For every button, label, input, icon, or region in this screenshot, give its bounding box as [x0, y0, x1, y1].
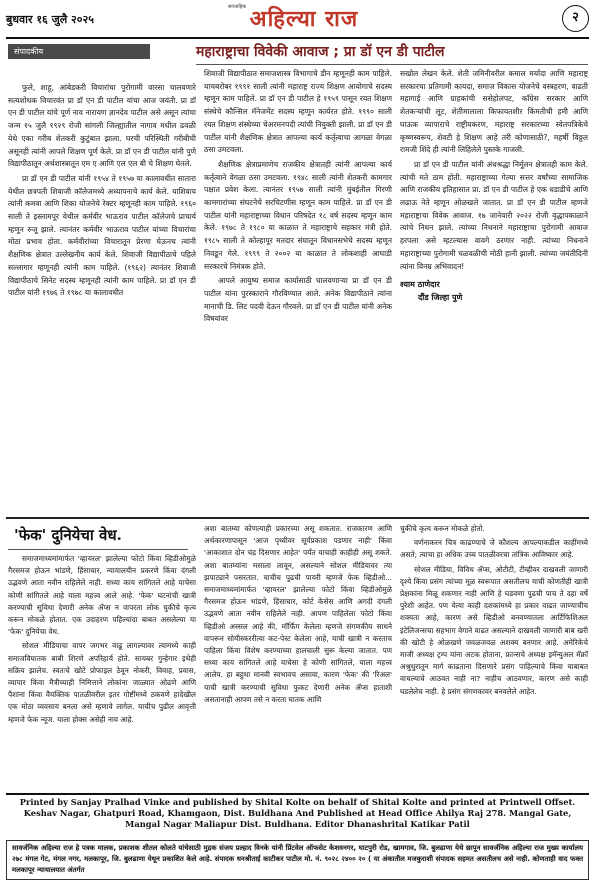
- imprint-line: Mangal Nagar Maliapur Dist. Buldhana. Editor Dhanashrital Katikar Patil: [125, 819, 470, 830]
- imprint-line: Keshav Nagar, Ghatpuri Road, Khamgaon, Dist. Buldhana And Published at Head Office Ahilya Raj 278. Mangal Gate,: [23, 808, 572, 819]
- paragraph: प्रा डॉ एन डी पाटील यांनी अंधश्रद्धा निर्मूलन क्षेत्रातही काम केले. त्यांची मते ठाम होती. महाराष्ट्राच्या गेल्या सत्तर वर्षांच्या सामाजिक आणि राजकीय इतिहासात प्रा. डॉ एन डी पाटील हे एक धडाडीचे आणि लढाऊ नेते म्हणून ओळखले जातात. प्रा डॉ एन डी पाटील म्हणजे महाराष्ट्राचा विवेक आवाज. १७ जानेवारी २०२२ रोजी वृद्धापकाळाने त्यांचे निधन झाले. त्यांच्या निधनाने महाराष्ट्राचा पुरोगामी आवाज हरपला असे म्हटल्यास वावगे ठरणार नाही. त्यांच्या निधनाने महाराष्ट्राच्या पुरोगामी चळवळीची मोठी हानी झाली. त्यांच्या जयंतीदिनी त्यांना विनम्र अभिवादन!: [400, 159, 588, 271]
- newspaper-logo: [224, 3, 384, 35]
- editorial-headline: महाराष्ट्राचा विवेकी आवाज ; प्रा डॉ एन डी पाटील: [196, 44, 445, 60]
- article-column-2: [204, 523, 392, 789]
- paragraph: आपले आयुष्य समाज कार्यासाठी घालवणाऱ्या प्रा डॉ एन डी पाटील यांना पुरस्काराने गौरविण्यात आले. अनेक विद्यापीठाने त्यांना मानाची डि. लिट पदवी देऊन गौरवले. प्रा डॉ एन डी पाटील यांनी अनेक विषयांवर: [204, 276, 392, 324]
- editorial-column-1: [8, 68, 196, 514]
- article-body: [8, 524, 588, 789]
- headline-divider: [196, 64, 588, 65]
- paragraph: सखोल लेखन केले. शेती जमिनीवरील कमाल मर्यादा आणि महाराष्ट्र सरकारचा प्रतिगामी कायदा, समाज विकास योजनेचे वस्त्रहरण, वाढती महागाई आणि ग्राहकांची ससेहोलपट, कॉंग्रेस सरकार आणि शेतकऱ्यांची लूट, शेतीमालाला किफायतशीर किंमतीची हमी आणि घाऊक व्यापाराचे राष्ट्रीयकरण, महाराष्ट्र सरकारच्या स्वेतपत्रिकेचे कृष्णस्वरूप, शेवटी हे शिक्षण आहे तरी कोणासाठी?, महर्षी विठ्ठल रामजी शिंदे ही त्यांनी लिहिलेले पुस्तके गाजली.: [400, 69, 588, 155]
- article-column-3: [400, 523, 588, 789]
- article-column-1: [8, 553, 196, 789]
- paragraph: सोशल मीडिया, विविध ॲप्स, ओटीटी, टीव्हीवर दाखवली जाणारी दृश्ये किंवा प्रसंग त्यांच्या मूळ स्वरूपात असतीलच याची कोणतीही खात्री प्रेक्षकांना मिळू शकणार नाही आणि हे घडवणा पुढची पाच ते दहा वर्षे पुरेशी आहेत. पण येत्या काही दशकांमध्ये हा प्रकार वाढत जाण्याचीच शक्यता आहे, कारण असे व्हिडीओ बनवण्यातला आर्टिफिशिअल इंटेलिजन्सचा सहभाग वेगाने वाढत असल्याने दाखवली जाणारी बाब खरी की खोटी हे ओळखणे जवळजवळ अशक्य बनणार आहे. अमेरिकेचे माजी अध्यक्ष ट्रम्प यांना अटक होताना, फ्रान्सचे अध्यक्ष इमॅन्युअल मॅक्रॉ अश्रुधुरातून मार्ग काढताना दिसणारे प्रसंग पाहिल्याचे किंवा याबाबत वाचल्याचे आठवत नाही ना? नाहीच आठवणार, कारण असे काही घडलेलेच नाही. हे प्रसंग संगणकावर बनवलेले आहेत.: [400, 564, 588, 696]
- paragraph: चुकीचे कृत्य करून मोकळे होतो.: [400, 524, 485, 533]
- paragraph: अशा बातम्या कोणत्याही प्रकारच्या असू शकतात. राजकारण आणि अर्थकारणापासून 'आज पृथ्वीवर सूर्यप्रकाश पडणार नाही' किंवा 'आकाशात दोन चंद्र दिसणार आहेत' पर्यंत याचाही काहीही असू शकते. अशा बातम्यांना मसाला लावून, असल्याने सोशल मीडियावर त्या झपाट्याने पसरतात. याचीच पुढची पायरी म्हणजे फेक व्हिडीओ... समाजमाध्यमांमार्फत 'व्हायरल' झालेल्या फोटो किंवा व्हिडीओमुळे गैरसमज होऊन भांडणे, हिंसाचार, कोर्ट केसेस आणि अगदी दंगली उद्भवणे आता नवीन राहिलेले नाही. आपण पाहिलेला फोटो किंवा व्हिडीओ अस्सल आहे की, मॉर्फिंग केलेला म्हणजे संगणकीय साधने वापरून सोयीस्कररीत्या कट-पेस्ट केलेला आहे, याची खात्री न करताच पाहिला किंवा विशेष करण्याच्या हालचाली सुरू केल्या जातात. पण सध्या काय सांगितले आहे याचेसा हे कोणी सांगितले, याला महत्त्व आलेय. हा बहुधा मानवी स्वभावच असावा, कारण 'फेक' की 'रिअल' याची खात्री करण्याची सुविधा फुकट देणारी अनेक ॲप्स हाताशी असतानाही आपण तसे न करता घातक आणि: [204, 524, 392, 704]
- paragraph: वर्णनाकरन चित्र काढण्याचे जे कौशल्य आपल्याकडील काहींमध्ये असते; त्याचा हा अधिक उच्च पातळीवरचा तांत्रिक आविष्कार आहे.: [400, 538, 588, 560]
- newspaper-title: अहिल्या राज: [249, 6, 359, 32]
- article-title: 'फेक' दुनियेचा वेध.: [14, 526, 122, 544]
- author-place: दौंड जिल्हा पुणे: [418, 292, 463, 302]
- issue-date: बुधवार १६ जुलै २०२५: [6, 13, 94, 26]
- paragraph: शिवाजी विद्यापीठात समाजशास्त्र विभागाचे डीन म्हणूनही काम पाहिले. याचबरोबर १९९१ साली त्यांनी महाराष्ट्र राज्य शिक्षण आयोगाचे सदस्य म्हणून काम पाहिले. प्रा डॉ एन डी पाटील हे १९५९ पासून रयत शिक्षण संस्थेचे कौन्सिल मॅनेजमेंट सदस्य म्हणून कार्यरत होते. १९९० साली रयत शिक्षण संस्थेच्या चेअरमनपदी त्यांची नियुक्ती झाली. प्रा डॉ एन डी पाटील यांनी शैक्षणिक क्षेत्रात आपल्या कार्य कर्तृत्वाचा आगळा वेगळा ठसा उमटवला.: [204, 69, 392, 155]
- publisher-footer: सावर्जनिक अहिल्या राज हे पत्रक मालक, प्रकाशक शीतल कोलते यांचेसाठी मुद्रक संजय प्रल्हाद विनके यांनी प्रिंटवेल ऑफसेट केशवनगर, घाटपुरी रोड, खामगाव, जि. बुलढाणा येथे छापून सावर्जनिक अहिल्या राज मुख्य कार्यालय २७८ मंगल गेट, मंगल नगर, मलकापूर, जि. बुलढाणा येथून प्रकाशित केले आहे. संपादक धनश्रीताई काटीकर पाटील मो. नं. ९०२८ २४०० २० ( या अंकातील मजकुराशी संपादक सहमत असतीलच असे नाही. कोणताही वाद फक्त मलकापूर न्यायालयात अंतर्गत: [6, 840, 589, 880]
- newspaper-tagline: साप्ताहिक: [228, 4, 247, 10]
- article-title-underline: [8, 549, 188, 550]
- paragraph: फुले, शाहू, आंबेडकरी विचारांचा पुरोगामी वारसा चालवणारे सत्यशोधक विचारवंत प्रा डॉ एन डी पाटील यांचा आज जयंती. प्रा डॉ एन डी पाटील यांचे पूर्ण नाव नारायण ज्ञानदेव पाटील असे असून त्यांचा जन्म १५ जुलै १९२९ रोजी सांगली जिल्ह्यातील नागाव मधील ढवळी येथे एका गरीब शेतकरी कुटुंबात झाला. घरची परिस्थिती गरीबीची असूनही त्यांनी आपले शिक्षण पूर्ण केले. प्रा डॉ एन डी पाटील यांनी पुणे विद्यापीठातून अर्थशास्त्रातून एम ए आणि एल एल बी चे शिक्षण घेतले.: [8, 83, 196, 169]
- editorial-body: [8, 68, 588, 514]
- section-divider: [6, 517, 589, 519]
- author-name: श्याम ठाणेदार: [400, 280, 440, 290]
- editorial-column-3: [400, 68, 588, 514]
- editorial-column-2: [204, 68, 392, 514]
- paragraph: शैक्षणिक क्षेत्राप्रमाणेच राजकीय क्षेत्रातही त्यांनी आपल्या कार्य कर्तृत्वाने वेगळा ठसा उमटवला. १९४८ साली त्यांनी शेतकरी कामगार पक्षात प्रवेश केला. त्यानंतर १९५७ साली त्यांनी मुंबईतील गिरणी कामगारांच्या संघटनेचे सरचिटणीस म्हणून काम पाहिले. प्रा डॉ एन डी पाटील यांनी महाराष्ट्राच्या विधान परिषदेत १८ वर्ष सदस्य म्हणून काम केले. १९७८ ते १९८० या काळात ते महाराष्ट्राचे सहकार मंत्री होते. १९८५ साली ते कोल्हापूर मतदार संघातून विधानसभेचे सदस्य म्हणून निवडून गेले. १९९९ ते २००२ या काळात ते लोकशाही आघाडी सरकारचे निमंत्रक होते.: [204, 159, 392, 271]
- paragraph: समाजमाध्यमांमार्फत 'व्हायरल' झालेल्या फोटो किंवा व्हिडीओमुळे गैरसमज होऊन भांडणे, हिंसाचार, न्यायालयीन प्रकरणे किंवा दंगली उद्भवणे आता नवीन राहिलेले नाही. सध्या काय सांगितले आहे याचेसा कोणी सांगितले आहे याला महत्त्व आले आहे. 'फेक' घटनांची खात्री करण्याची सुविधा देणारी अनेक ॲप्स न वापरता लोक चुकीचे कृत्य करून मोकळे होतात. एक उदाहरण पहिल्यांदा बाबत असलेल्या या 'फेक' दुनियेचा वेध.: [8, 554, 196, 637]
- page-number: २: [562, 5, 589, 32]
- print-imprint: [6, 793, 589, 839]
- paragraph: सोशल मीडियाचा वापर जगभर वाढू लागल्यावर त्यामध्ये काही समाजविघातक बाबी शिरणे अपरिहार्य होते. सायबर गुन्हेगार इथेही सक्रिय झालेच. स्वतःचे खोटे प्रोफाइल ठेवून नोकरी, विवाह, प्रवास, व्यापार किंवा मैत्रीच्याही निमित्ताने लोकांना जाळ्यात ओढणे आणि पैशांना किंवा वैयक्तिक पातळीवरील इतर गोष्टींमध्ये ठकवणे हादेखील एक मोठा व्यवसाय बनला असे म्हणावे लागेल. याचीच पुढील आवृत्ती म्हणजे फेक न्यूज. याला होक्स असेही नाव आहे.: [8, 641, 196, 724]
- masthead: [6, 3, 589, 37]
- section-tag: संपादकीय: [8, 44, 150, 59]
- masthead-divider: [6, 37, 589, 39]
- paragraph: प्रा डॉ एन डी पाटील यांनी १९५४ ते १९५७ या कालावधीत सातारा येथील छत्रपती शिवाजी कॉलेजमध्ये अध्यापनाचे कार्य केले. याशिवाय त्यांनी कमवा आणि शिका योजनेचे रेक्टर म्हणूनही काम पाहिले. १९६० साली ते इस्लामपूर येथील कर्मवीर भाऊराव पाटील कॉलेजचे प्राचार्य म्हणून रुजू झाले. त्यानंतर कर्मवीर भाऊराव पाटील यांच्या विचारांचा मोठा प्रभाव होता. कर्मवीरांच्या विचारातून प्रेरणा घेऊनच त्यांनी शैक्षणिक क्षेत्रात उल्लेखनीय कार्य केले. शिवाजी विद्यापीठाचे पहिले सल्लागार म्हणूनही त्यांनी काम पाहिले. (१९६२) त्यानंतर शिवाजी विद्यापीठाचे सिनेट सदस्य म्हणूनही त्यांनी काम पाहिले. प्रा डॉ एन डी पाटील यांनी १९७६ ते १९७८ या कालावधीत: [8, 173, 196, 298]
- imprint-line: Printed by Sanjay Pralhad Vinke and published by Shital Kolte on behalf of Shital Kolte and printed at Printwell Offset.: [19, 797, 576, 807]
